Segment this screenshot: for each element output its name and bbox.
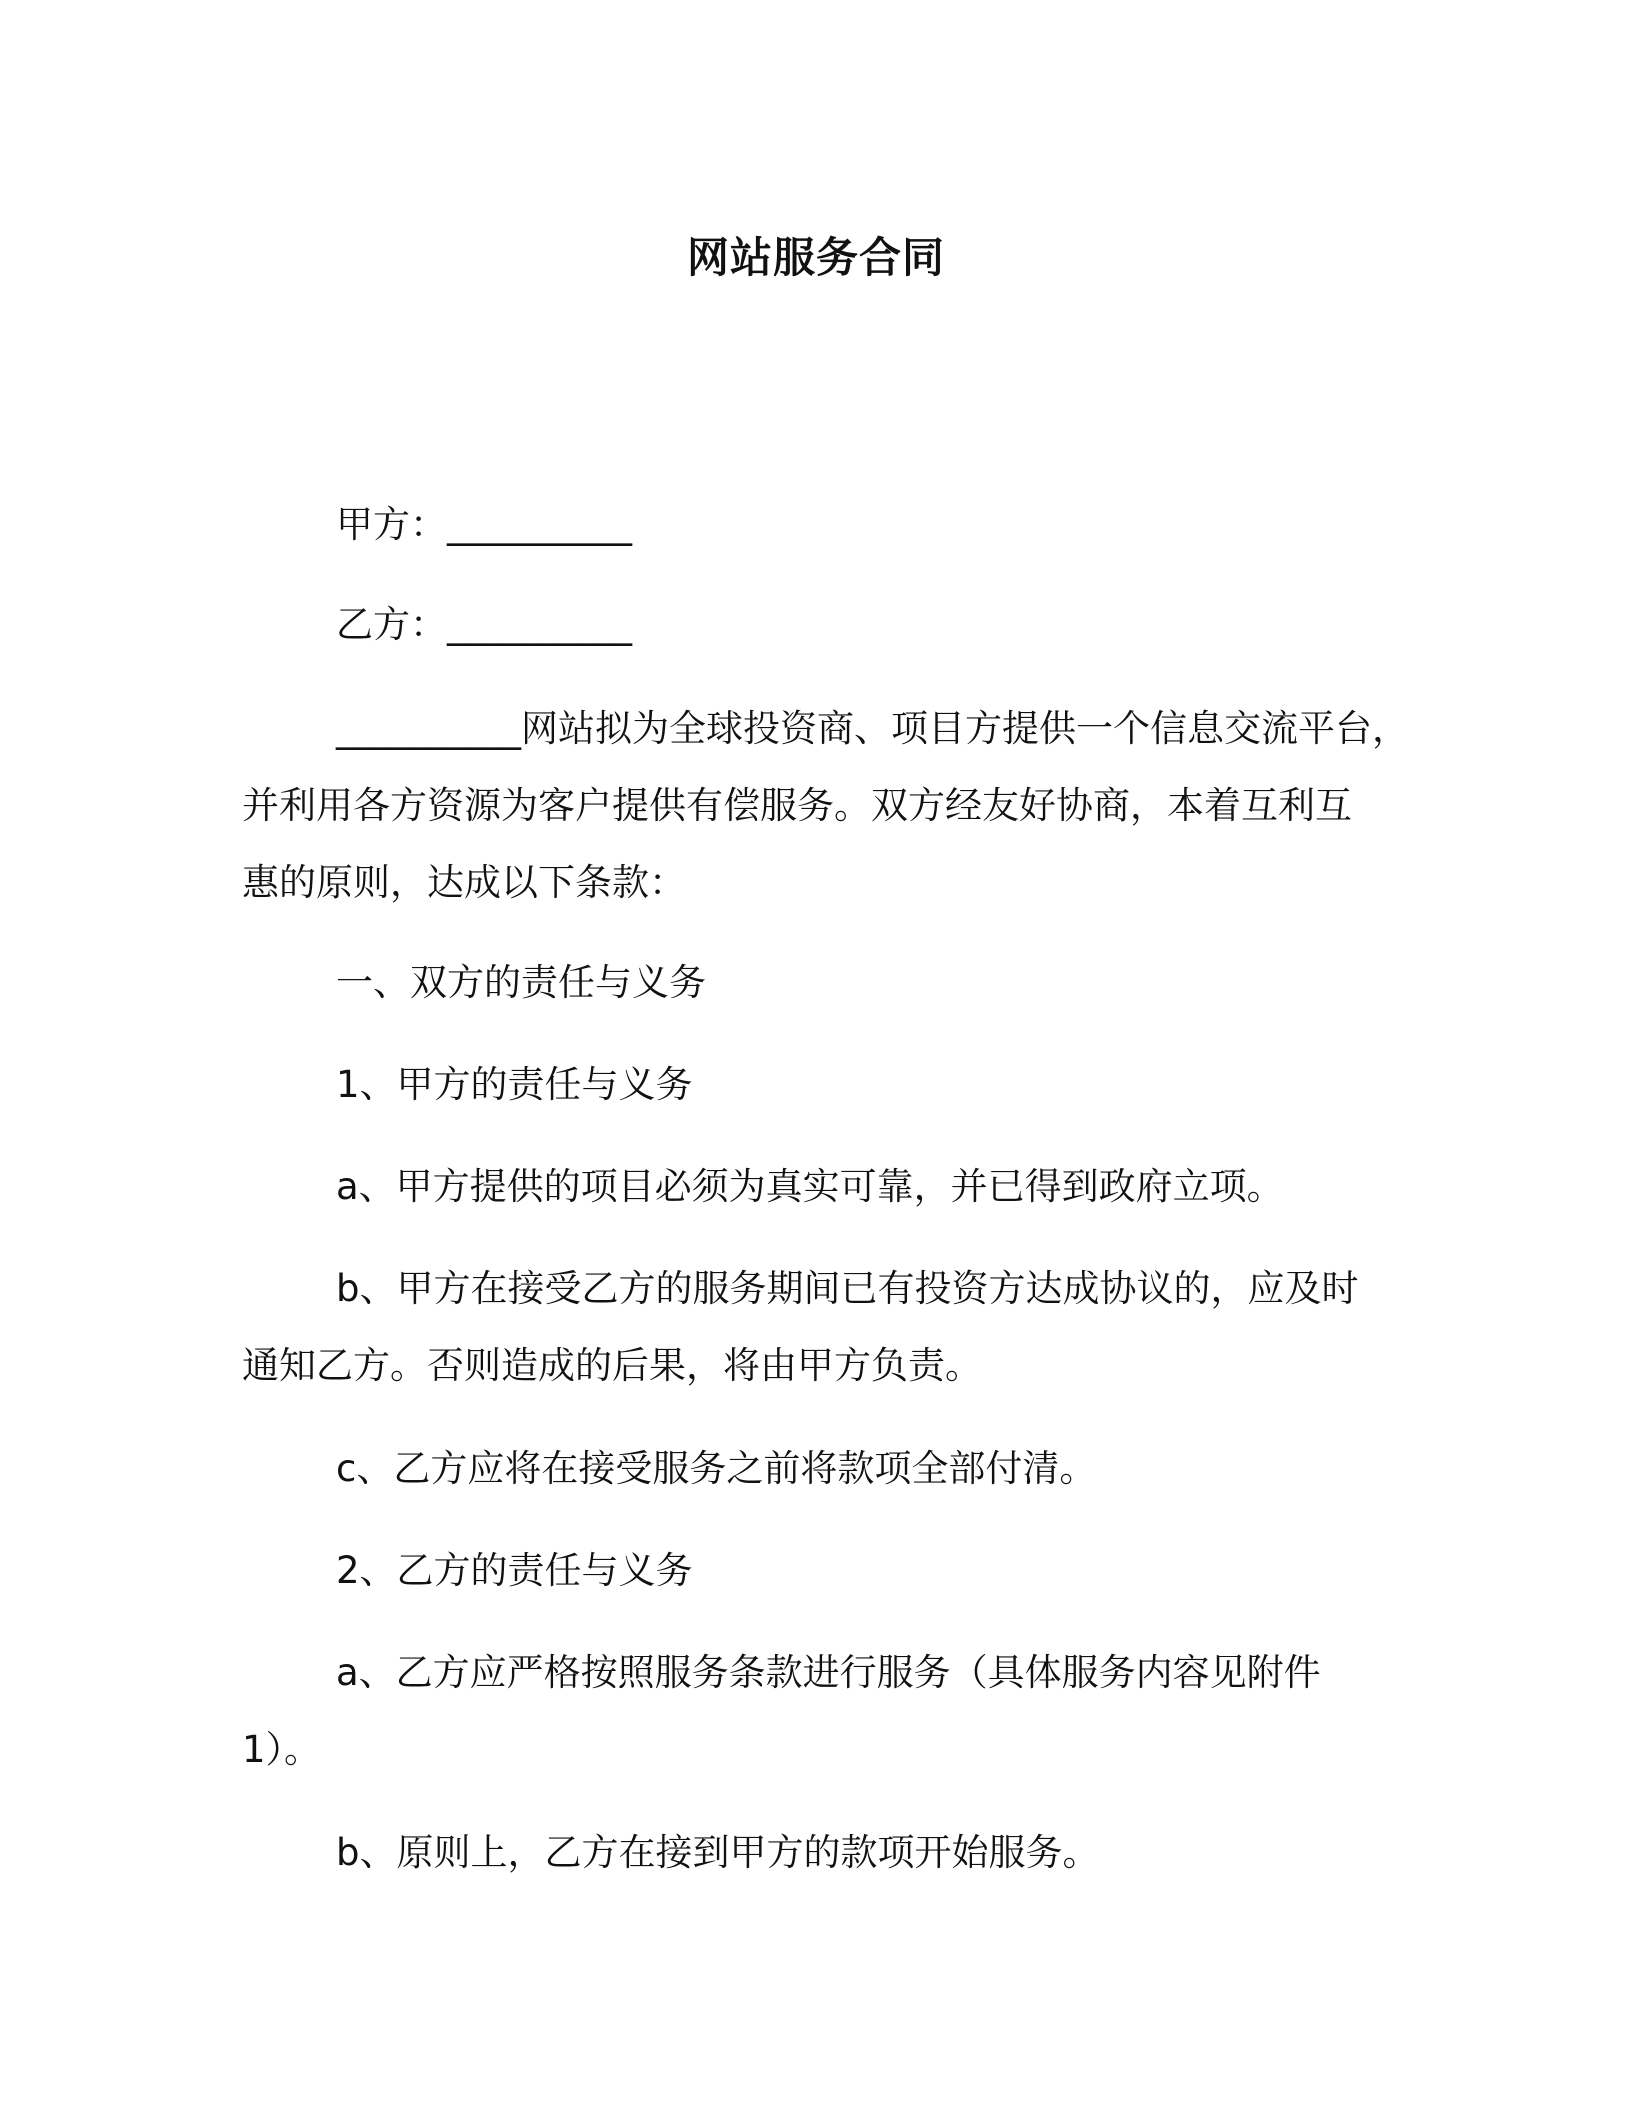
party-b-line: 乙方：__________: [336, 603, 632, 646]
party-a-line: 甲方：__________: [336, 503, 632, 546]
intro-line-2: 并利用各方资源为客户提供有偿服务。双方经友好协商，本着互利互: [242, 784, 1352, 827]
document-title: 网站服务合同: [686, 233, 945, 282]
clause-2a-line-2: 1）。: [242, 1728, 322, 1771]
clause-1b: [242, 1250, 1412, 1404]
subsection-2-heading: 2、乙方的责任与义务: [336, 1549, 693, 1592]
intro-line-1: __________网站拟为全球投资商、项目方提供一个信息交流平台，: [336, 707, 1409, 750]
intro-line-3: 惠的原则，达成以下条款：: [242, 861, 686, 904]
clause-2a-line-1: a、乙方应严格按照服务条款进行服务（具体服务内容见附件: [336, 1651, 1321, 1694]
intro-paragraph: [242, 690, 1412, 921]
subsection-1-heading: 1、甲方的责任与义务: [336, 1063, 693, 1106]
clause-1b-line-2: 通知乙方。否则造成的后果，将由甲方负责。: [242, 1344, 982, 1387]
clause-1b-line-1: b、甲方在接受乙方的服务期间已有投资方达成协议的，应及时: [336, 1267, 1359, 1310]
section-1-heading: 一、双方的责任与义务: [336, 961, 706, 1004]
clause-2b: b、原则上，乙方在接到甲方的款项开始服务。: [336, 1831, 1100, 1874]
clause-1c: c、乙方应将在接受服务之前将款项全部付清。: [336, 1447, 1097, 1490]
clause-1a: a、甲方提供的项目必须为真实可靠，并已得到政府立项。: [336, 1165, 1284, 1208]
clause-2a: [242, 1634, 1412, 1788]
